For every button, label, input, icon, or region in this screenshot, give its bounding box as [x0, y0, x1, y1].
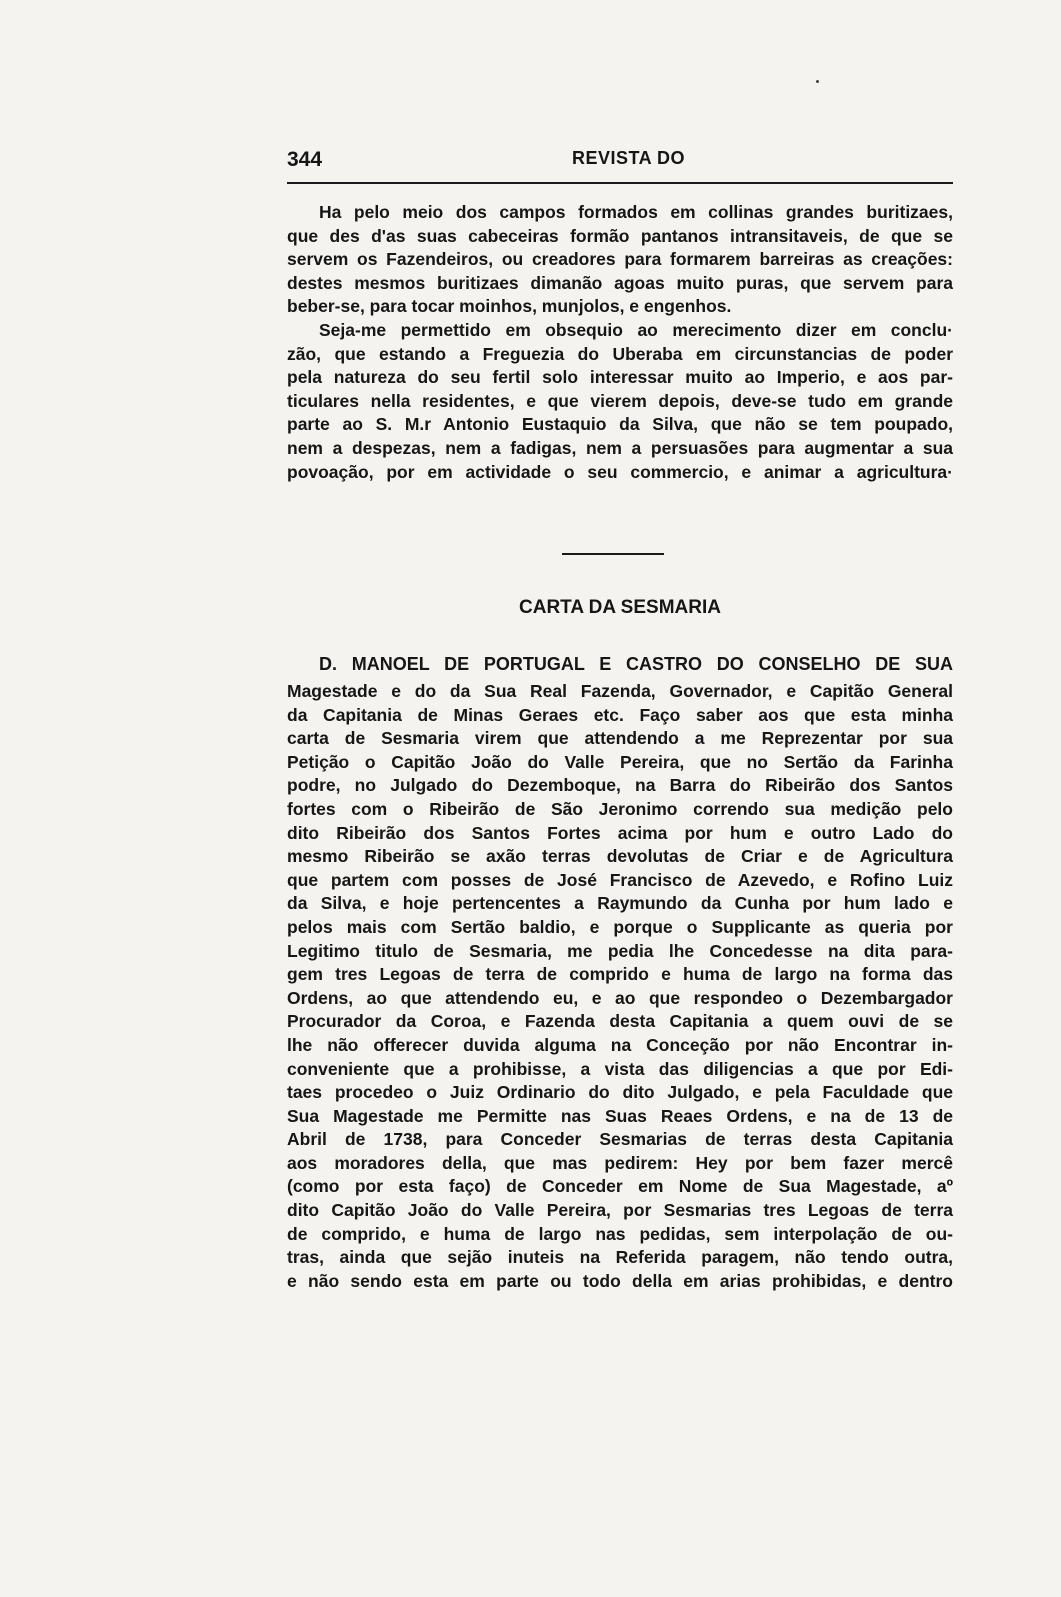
text-line: tras, ainda que sejão inuteis na Referida paragem, não tendo outra, — [287, 1247, 953, 1268]
text-line: pelos mais com Sertão baldio, e porque o Supplicante as queria por — [287, 916, 953, 937]
section-divider — [562, 553, 664, 555]
text-line: fortes com o Ribeirão de São Jeronimo correndo sua medição pelo — [287, 798, 953, 819]
text-line: Legitimo titulo de Sesmaria, me pedia lhe Concedesse na dita para- — [287, 940, 953, 961]
section-title: CARTA DA SESMARIA — [519, 597, 721, 618]
running-title: REVISTA DO — [572, 148, 686, 168]
text-line: e não sendo esta em parte ou todo della em arias prohibidas, e dentro — [287, 1270, 953, 1291]
page-number: 344 — [287, 148, 323, 171]
text-line: Petição o Capitão João do Valle Pereira, que no Sertão da Farinha — [287, 751, 953, 772]
text-line: lhe não offerecer duvida alguma na Conceção por não Encontrar in- — [287, 1034, 953, 1055]
text-line: carta de Sesmaria virem que attendendo a me Reprezentar por sua — [287, 728, 953, 749]
text-line: que partem com posses de José Francisco de Azevedo, e Rofino Luiz — [287, 869, 953, 890]
text-line: destes mesmos buritizaes dimanão agoas muito puras, que servem para — [287, 272, 953, 293]
text-line: da Capitania de Minas Geraes etc. Faço saber aos que esta minha — [287, 704, 953, 725]
scan-speck — [816, 80, 819, 83]
text-line: ticulares nella residentes, e que vierem depois, deve-se tudo em grande — [287, 390, 953, 411]
text-line: beber-se, para tocar moinhos, munjolos, e engenhos. — [287, 296, 732, 317]
text-line: zão, que estando a Freguezia do Uberaba em circunstancias de poder — [287, 343, 953, 364]
text-line: Ordens, ao que attendendo eu, e ao que respondeo o Dezembargador — [287, 987, 953, 1008]
text-line: parte ao S. M.r Antonio Eustaquio da Silva, que não se tem poupado, — [287, 414, 953, 435]
text-line: Seja-me permettido em obsequio ao merecimento dizer em conclu· — [319, 319, 953, 340]
text-line: que des d'as suas cabeceiras formão pantanos intransitaveis, de que se — [287, 225, 953, 246]
text-line: de comprido, e huma de largo nas pedidas, sem interpolação de ou- — [287, 1223, 953, 1244]
text-line: servem os Fazendeiros, ou creadores para formarem barreiras as creações: — [287, 249, 953, 270]
text-line: mesmo Ribeirão se axão terras devolutas de Criar e de Agricultura — [287, 846, 953, 867]
text-line: Abril de 1738, para Conceder Sesmarias de terras desta Capitania — [287, 1129, 953, 1150]
text-line: podre, no Julgado do Dezemboque, na Barra do Ribeirão dos Santos — [287, 775, 953, 796]
text-line: dito Capitão João do Valle Pereira, por Sesmarias tres Legoas de terra — [287, 1200, 953, 1221]
text-line: conveniente que a prohibisse, a vista das diligencias a que por Edi- — [287, 1058, 953, 1079]
text-line: dito Ribeirão dos Santos Fortes acima por hum e outro Lado do — [287, 822, 953, 843]
body-text-sesmaria — [287, 680, 953, 1293]
body-text-top — [287, 201, 953, 484]
text-line: nem a despezas, nem a fadigas, nem a persuasões para augmentar a sua — [287, 437, 953, 458]
text-line: aos moradores della, que mas pedirem: Hey por bem fazer mercê — [287, 1152, 953, 1173]
page-header — [287, 148, 953, 184]
text-line: Ha pelo meio dos campos formados em collinas grandes buritizaes, — [319, 202, 953, 222]
text-line: Sua Magestade me Permitte nas Suas Reaes Ordens, e na de 13 de — [287, 1105, 953, 1126]
text-line: gem tres Legoas de terra de comprido e huma de largo na forma das — [287, 964, 953, 985]
text-line: da Silva, e hoje pertencentes a Raymundo da Cunha por hum lado e — [287, 893, 953, 914]
text-line: taes procedeo o Juiz Ordinario do dito Julgado, e pela Faculdade que — [287, 1082, 953, 1103]
text-line: Magestade e do da Sua Real Fazenda, Governador, e Capitão General — [287, 681, 953, 701]
text-line: povoação, por em actividade o seu commercio, e animar a agricultura· — [287, 461, 953, 482]
document-heading: D. MANOEL DE PORTUGAL E CASTRO DO CONSELHO DE SUA — [319, 654, 953, 674]
text-line: pela natureza do seu fertil solo interessar muito ao Imperio, e aos par- — [287, 367, 953, 388]
text-line: (como por esta faço) de Conceder em Nome de Sua Magestade, aº — [287, 1176, 953, 1197]
text-line: Procurador da Coroa, e Fazenda desta Capitania a quem ouvi de se — [287, 1011, 953, 1032]
